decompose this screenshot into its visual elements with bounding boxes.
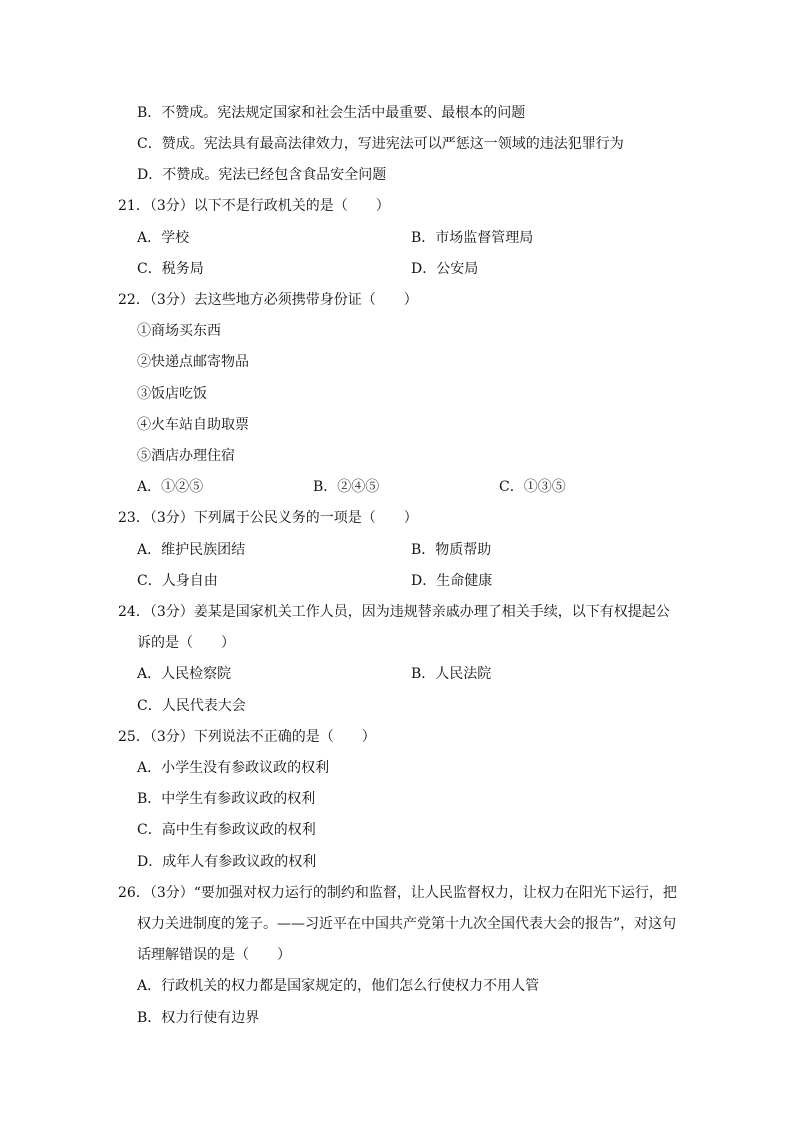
q25-stem: 25．（3分）下列说法不正确的是（ ） (118, 729, 376, 745)
q24-option-b: B．人民法院 (411, 666, 492, 682)
q22-stem: 22．（3分）去这些地方必须携带身份证（ ） (118, 292, 418, 308)
q21-option-c: C．税务局 (137, 261, 204, 277)
q23-option-b: B．物质帮助 (411, 542, 492, 558)
q23-option-c: C．人身自由 (137, 573, 218, 589)
q24-option-a: A．人民检察院 (137, 666, 232, 682)
q22-option-b: B．②④⑤ (313, 479, 380, 495)
q20-option-c: C．赞成。宪法具有最高法律效力，写进宪法可以严惩这一领域的违法犯罪行为 (137, 136, 624, 152)
q21-option-d: D．公安局 (411, 261, 479, 277)
q25-option-d: D．成年人有参政议政的权利 (137, 854, 317, 870)
q23-option-d: D．生命健康 (411, 573, 493, 589)
q26-option-a: A．行政机关的权力都是国家规定的，他们怎么行使权力不用人管 (137, 978, 540, 994)
q20-option-b: B．不赞成。宪法规定国家和社会生活中最重要、最根本的问题 (137, 105, 526, 121)
q21-option-a: A．学校 (137, 230, 190, 246)
q21-option-b: B．市场监督管理局 (411, 230, 534, 246)
q24-option-c: C．人民代表大会 (137, 698, 246, 714)
q22-item-2: ②快递点邮寄物品 (137, 354, 249, 370)
q26-stem-line-3: 话理解错误的是（ ） (137, 947, 291, 963)
q25-option-b: B．中学生有参政议政的权利 (137, 791, 316, 807)
q23-stem: 23．（3分）下列属于公民义务的一项是（ ） (118, 510, 418, 526)
q25-option-a: A．小学生没有参政议政的权利 (137, 760, 330, 776)
q26-stem-line-2: 权力关进制度的笼子。——习近平在中国共产党第十九次全国代表大会的报告”，对这句 (137, 916, 677, 932)
q23-option-a: A．维护民族团结 (137, 542, 246, 558)
q26-stem-line-1: 26．（3分）“要加强对权力运行的制约和监督，让人民监督权力，让权力在阳光下运行，把 (118, 885, 677, 901)
q22-item-1: ①商场买东西 (137, 323, 221, 339)
q22-option-a: A．①②⑤ (137, 479, 204, 495)
q21-stem: 21．（3分）以下不是行政机关的是（ ） (118, 198, 390, 214)
q25-option-c: C．高中生有参政议政的权利 (137, 822, 316, 838)
q22-item-4: ④火车站自助取票 (137, 417, 249, 433)
q24-stem-line-2: 诉的是（ ） (137, 635, 235, 651)
q22-item-3: ③饭店吃饭 (137, 386, 207, 402)
q22-item-5: ⑤酒店办理住宿 (137, 448, 235, 464)
q22-option-c: C．①③⑤ (499, 479, 566, 495)
q24-stem-line-1: 24．（3分）姜某是国家机关工作人员，因为违规替亲戚办理了相关手续，以下有权提起公 (118, 604, 670, 620)
q20-option-d: D．不赞成。宪法已经包含食品安全问题 (137, 167, 387, 183)
q26-option-b: B．权力行使有边界 (137, 1010, 260, 1026)
